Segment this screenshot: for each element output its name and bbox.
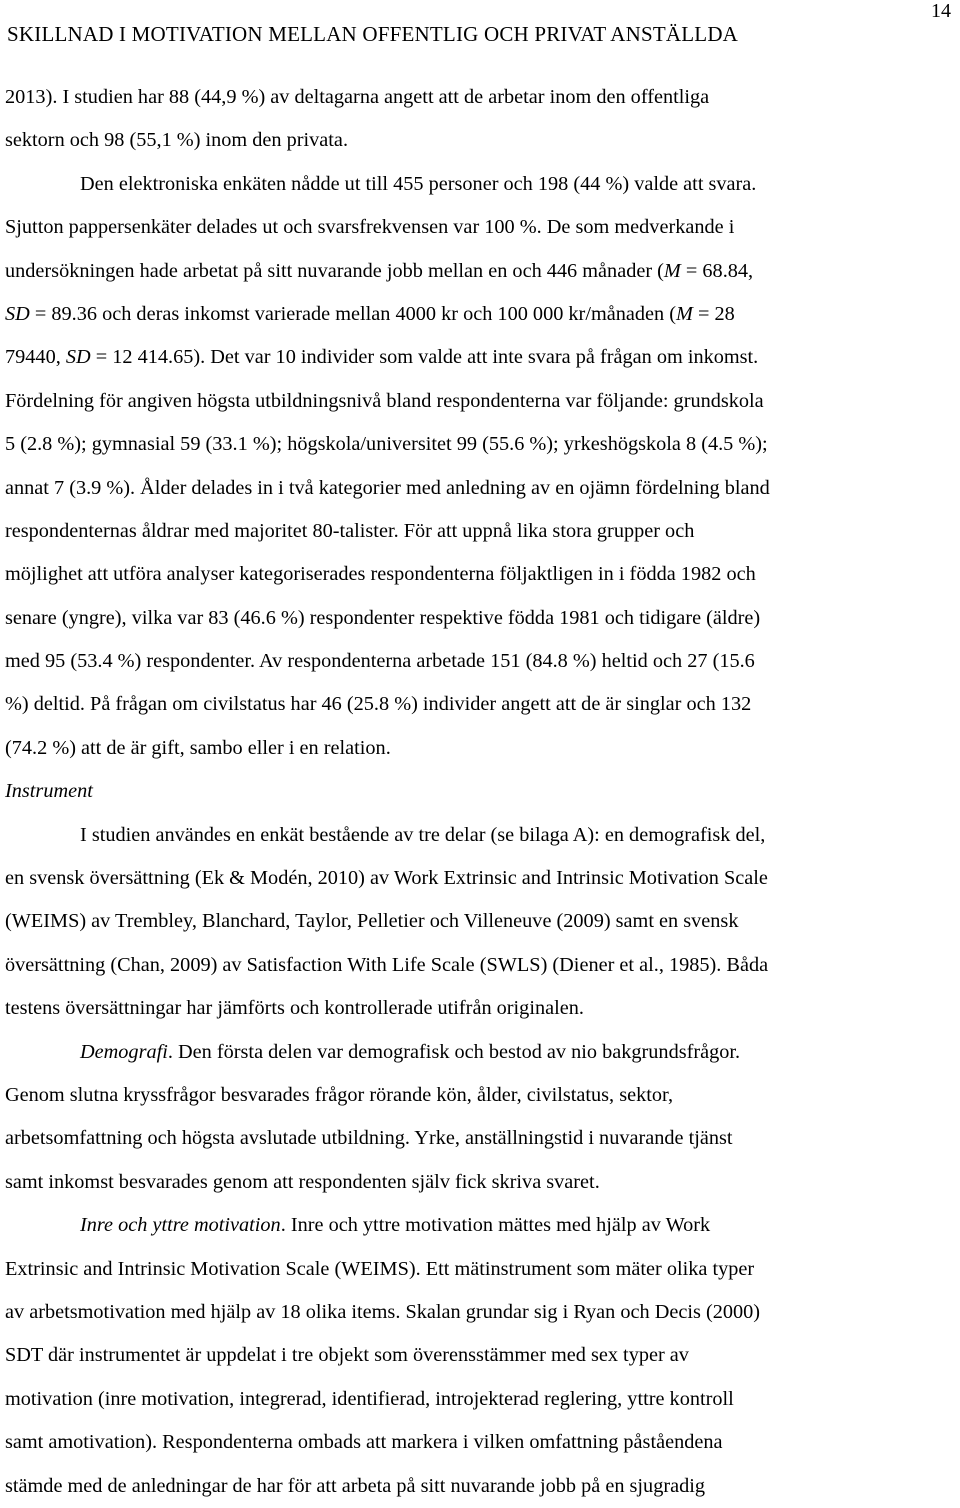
text-line: (WEIMS) av Trembley, Blanchard, Taylor, Pelletier och Villeneuve (2009) samt en svensk xyxy=(5,910,739,933)
text-line: av arbetsmotivation med hjälp av 18 olika items. Skalan grundar sig i Ryan och Decis (2000) xyxy=(5,1300,761,1323)
text-line: respondenternas åldrar med majoritet 80-talister. För att uppnå lika stora grupper och xyxy=(5,519,695,542)
italic-symbol: SD xyxy=(65,346,91,369)
text-line: samt inkomst besvarades genom att respondenten själv fick skriva svaret. xyxy=(5,1170,600,1193)
text-line: senare (yngre), vilka var 83 (46.6 %) respondenter respektive födda 1981 och tidigare (äldre) xyxy=(5,606,761,629)
text-line: möjlighet att utföra analyser kategoriserades respondenterna följaktligen in i födda 1982 och xyxy=(5,563,756,586)
text-line: SDT där instrumentet är uppdelat i tre objekt som överensstämmer med sex typer av xyxy=(5,1344,689,1367)
text-line: testens översättningar har jämförts och kontrollerade utifrån originalen. xyxy=(5,997,584,1020)
text-line: 79440, SD = 12 414.65). Det var 10 individer som valde att inte svara på frågan om inkomst. xyxy=(5,346,759,369)
text-line: undersökningen hade arbetat på sitt nuvarande jobb mellan en och 446 månader (M = 68.84, xyxy=(5,259,754,282)
text-line: annat 7 (3.9 %). Ålder delades in i två kategorier med anledning av en ojämn fördelning bland xyxy=(5,476,770,499)
text-line: Inre och yttre motivation. Inre och yttre motivation mättes med hjälp av Work xyxy=(80,1214,711,1237)
text-line: Sjutton pappersenkäter delades ut och svarsfrekvensen var 100 %. De som medverkande i xyxy=(5,216,735,239)
text-line: I studien användes en enkät bestående av tre delar (se bilaga A): en demografisk del, xyxy=(80,823,766,846)
text-line: Den elektroniska enkäten nådde ut till 455 personer och 198 (44 %) valde att svara. xyxy=(80,172,757,195)
text-line: 5 (2.8 %); gymnasial 59 (33.1 %); högskola/universitet 99 (55.6 %); yrkeshögskola 8 (4.5 %); xyxy=(5,433,768,456)
text-line: samt amotivation). Respondenterna ombads att markera i vilken omfattning påståendena xyxy=(5,1431,723,1454)
text-line: motivation (inre motivation, integrerad, identifierad, introjekterad reglering, yttre kontroll xyxy=(5,1387,734,1410)
body-text xyxy=(5,76,955,1508)
subsection-heading: Demografi xyxy=(80,1040,168,1063)
text-line: 2013). I studien har 88 (44,9 %) av deltagarna angett att de arbetar inom den offentliga xyxy=(5,86,710,108)
italic-symbol: M xyxy=(675,302,693,325)
text-line: Fördelning för angiven högsta utbildningsnivå bland respondenterna var följande: grundskola xyxy=(5,389,764,412)
text-line: en svensk översättning (Ek & Modén, 2010) av Work Extrinsic and Intrinsic Motivation Scale xyxy=(5,867,768,890)
italic-symbol: M xyxy=(663,259,681,282)
text-line: Extrinsic and Intrinsic Motivation Scale (WEIMS). Ett mätinstrument som mäter olika typer xyxy=(5,1257,755,1280)
text-line: sektorn och 98 (55,1 %) inom den privata. xyxy=(5,129,349,152)
text-line: SD = 89.36 och deras inkomst varierade mellan 4000 kr och 100 000 kr/månaden (M = 28 xyxy=(5,302,735,325)
italic-symbol: SD xyxy=(5,302,30,325)
section-heading: Instrument xyxy=(5,780,93,803)
text-line: Genom slutna kryssfrågor besvarades frågor rörande kön, ålder, civilstatus, sektor, xyxy=(5,1083,674,1106)
page-number: 14 xyxy=(931,0,951,22)
text-line: %) deltid. På frågan om civilstatus har 46 (25.8 %) individer angett att de är singlar och 132 xyxy=(5,693,752,716)
text-line: Demografi. Den första delen var demografisk och bestod av nio bakgrundsfrågor. xyxy=(80,1040,741,1063)
text-line: översättning (Chan, 2009) av Satisfaction With Life Scale (SWLS) (Diener et al., 1985). Båda xyxy=(5,953,769,976)
text-line: stämde med de anledningar de har för att arbeta på sitt nuvarande jobb på en sjugradig xyxy=(5,1474,706,1497)
text-line: arbetsomfattning och högsta avslutade utbildning. Yrke, anställningstid i nuvarande tjänst xyxy=(5,1127,733,1150)
text-line: (74.2 %) att de är gift, sambo eller i en relation. xyxy=(5,736,391,759)
running-head: SKILLNAD I MOTIVATION MELLAN OFFENTLIG OCH PRIVAT ANSTÄLLDA xyxy=(7,22,739,46)
subsection-heading: Inre och yttre motivation xyxy=(80,1214,281,1237)
text-line: med 95 (53.4 %) respondenter. Av respondenterna arbetade 151 (84.8 %) heltid och 27 (15.6 xyxy=(5,650,755,673)
